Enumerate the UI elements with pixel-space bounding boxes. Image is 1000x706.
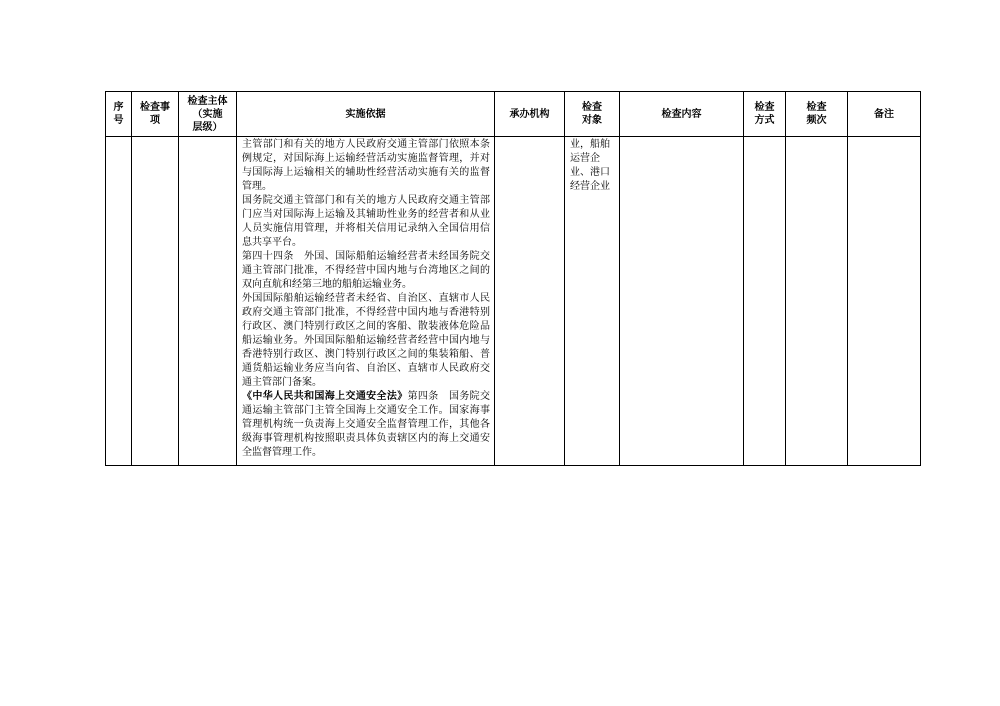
cell-object: 业，船舶 运营企 业、港口 经营企业 [565,137,620,466]
header-item: 检查事 项 [132,92,179,137]
cell-content [620,137,744,466]
basis-paragraph: 国务院交通主管部门和有关的地方人民政府交通主管部门应当对国际海上运输及其辅助性业务的经营者和从业人员实施信用管理，并将相关信用记录纳入全国信用信息共享平台。 [242,195,490,248]
cell-subject [179,137,237,466]
header-remark: 备注 [848,92,921,137]
header-seq: 序 号 [106,92,132,137]
basis-paragraph: 主管部门和有关的地方人民政府交通主管部门依照本条例规定，对国际海上运输经营活动实施监督管理，并对与国际海上运输相关的辅助性经营活动实施有关的监督管理。 [242,139,490,192]
cell-frequency [786,137,848,466]
cell-method [744,137,786,466]
header-content: 检查内容 [620,92,744,137]
table-row [106,137,921,466]
basis-paragraph: 《中华人民共和国海上交通安全法》第四条 国务院交通运输主管部门主管全国海上交通安全工作。国家海事管理机构统一负责海上交通安全监督管理工作，其他各级海事管理机构按照职责具体负责辖区内的海上交通安全监督管理工作。 [242,391,491,458]
header-subject: 检查主体 （实施 层级） [179,92,237,137]
basis-paragraph: 第四十四条 外国、国际船舶运输经营者未经国务院交通主管部门批准，不得经营中国内地与台湾地区之间的双向直航和经第三地的船舶运输业务。 [242,251,490,290]
cell-agency [495,137,565,466]
header-frequency: 检查 频次 [786,92,848,137]
header-row [106,92,921,137]
cell-item [132,137,179,466]
header-agency: 承办机构 [495,92,565,137]
header-basis: 实施依据 [237,92,495,137]
inspection-table [105,91,921,466]
cell-seq [106,137,132,466]
cell-remark [848,137,921,466]
header-object: 检查 对象 [565,92,620,137]
header-method: 检查 方式 [744,92,786,137]
basis-paragraph: 外国国际船舶运输经营者未经省、自治区、直辖市人民政府交通主管部门批准，不得经营中国内地与香港特别行政区、澳门特别行政区之间的客船、散装液体危险品船运输业务。外国国际船舶运输经营者经营中国内地与香港特别行政区、澳门特别行政区之间的集装箱船、普通货船运输业务应当向省、自治区、直辖市人民政府交通主管部门备案。 [242,293,490,388]
cell-basis [237,137,495,466]
